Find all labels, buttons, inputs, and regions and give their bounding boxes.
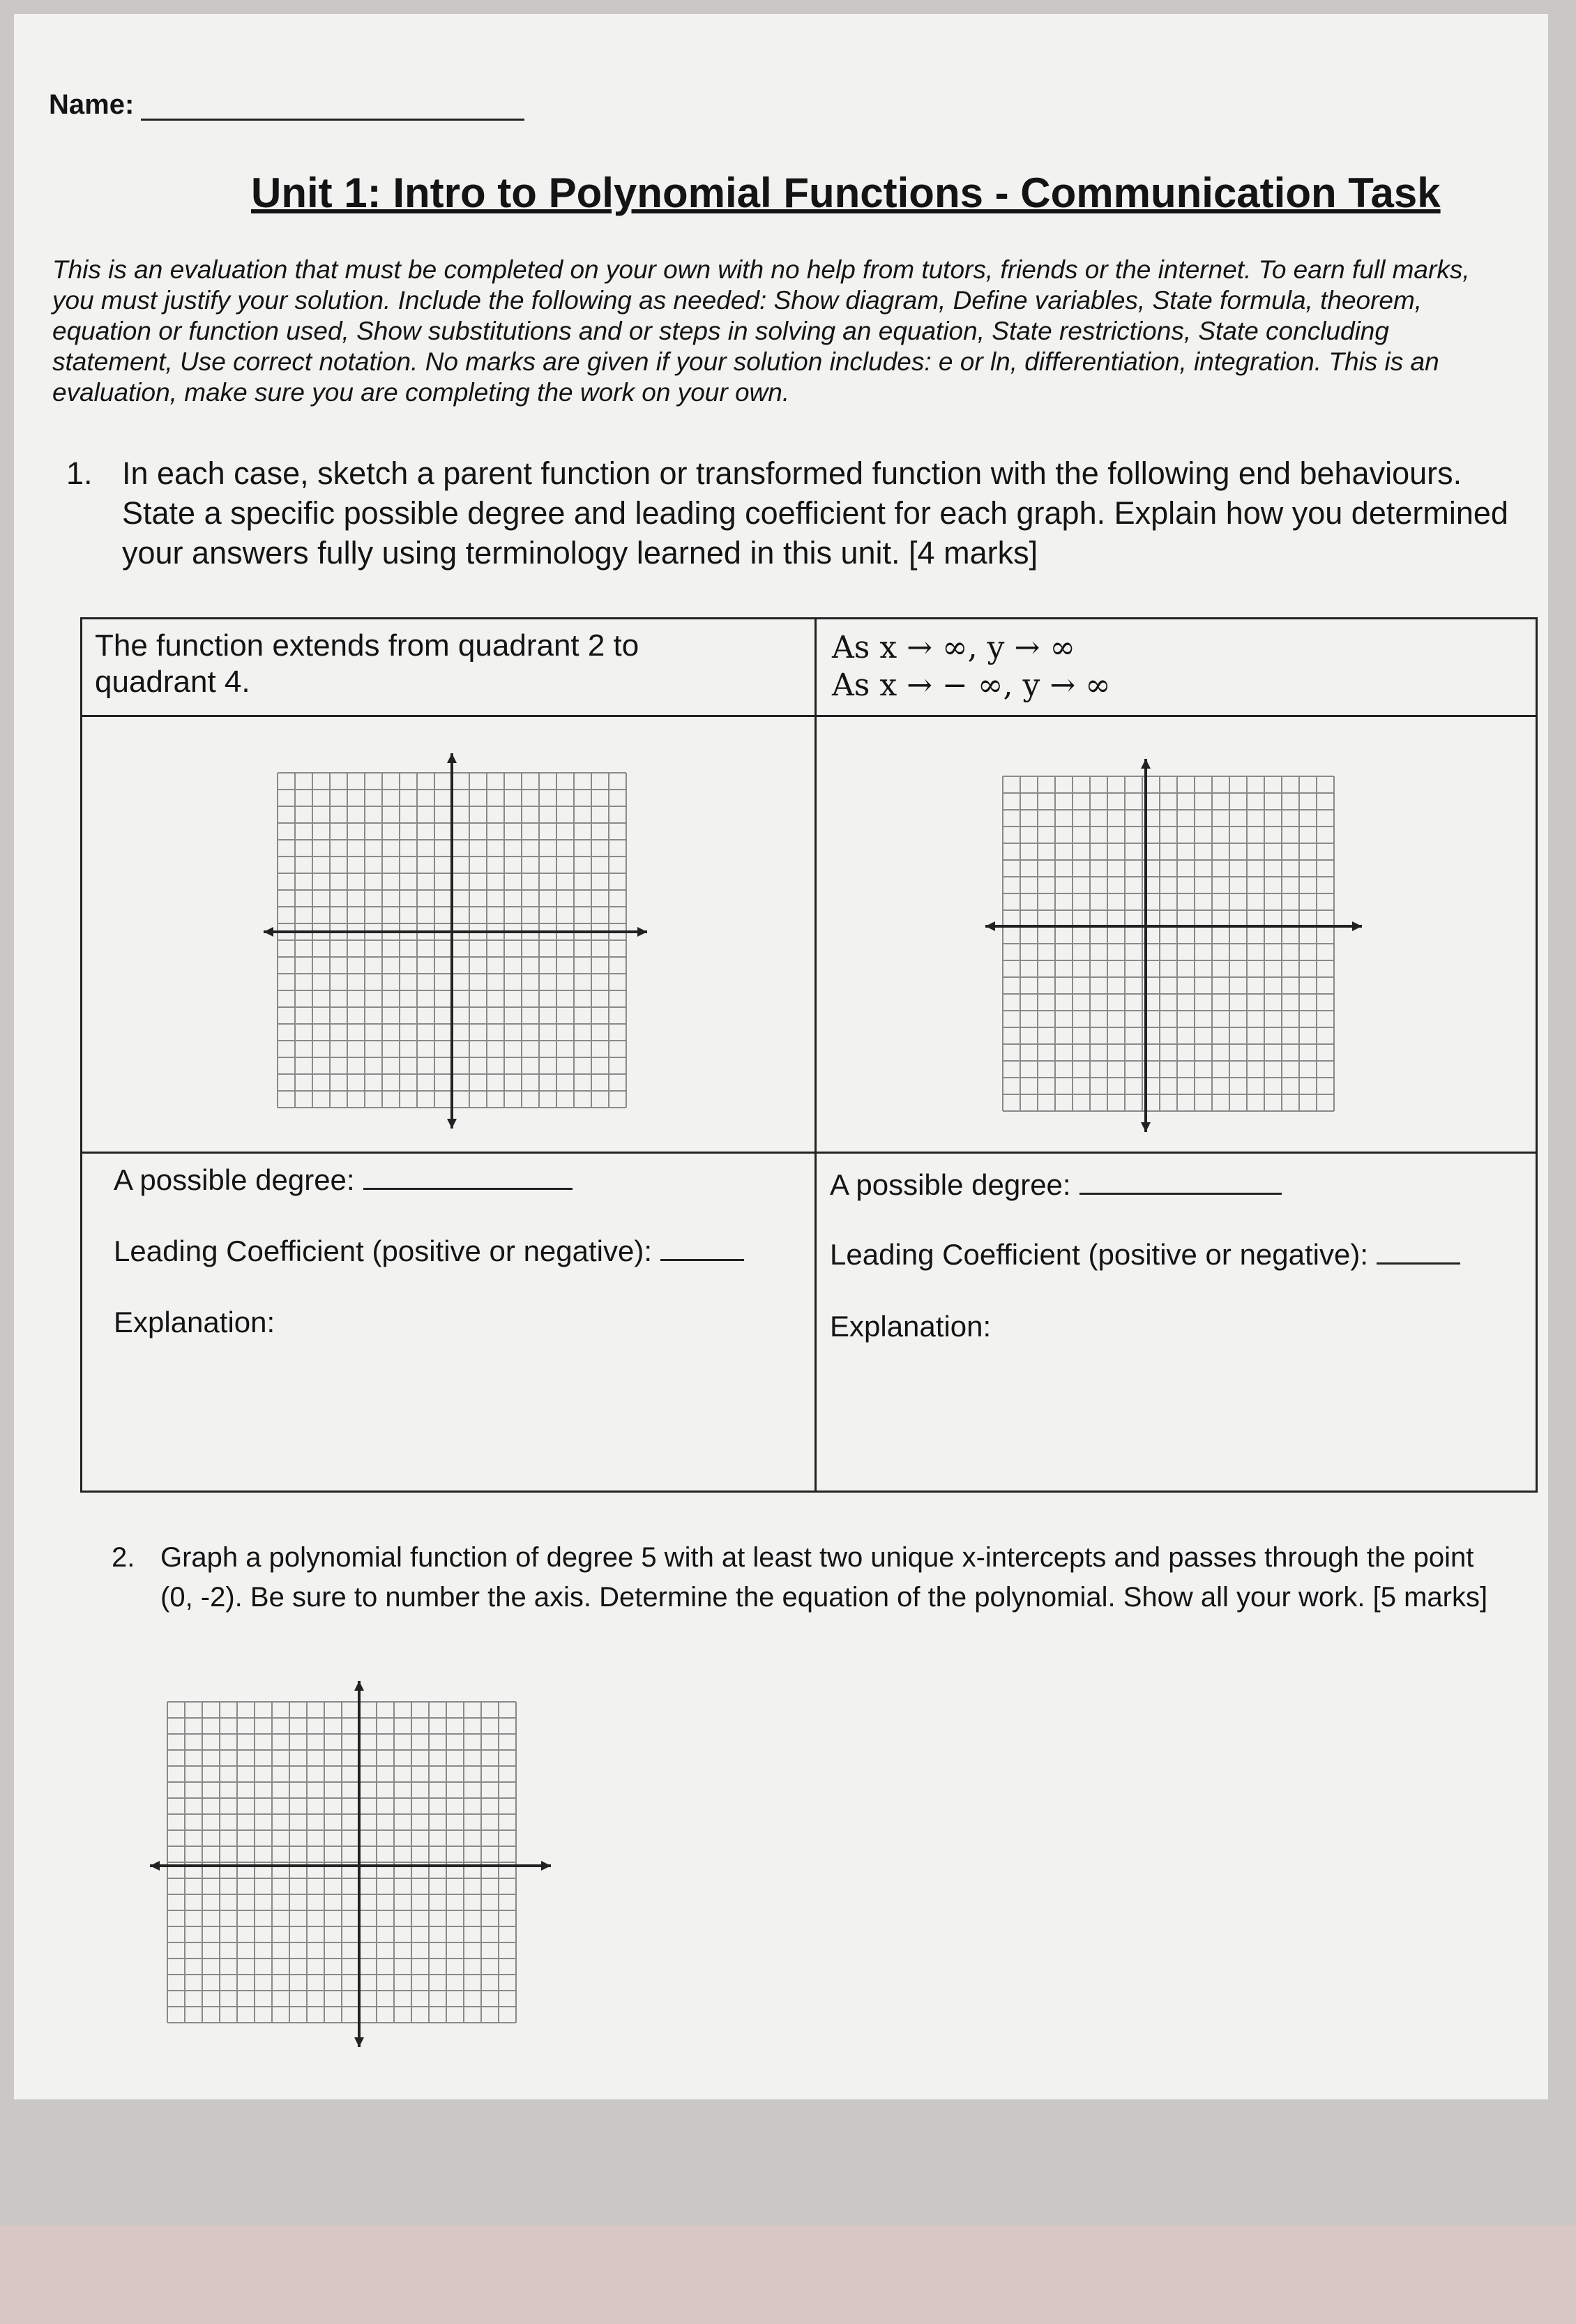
right-case-description	[832, 629, 1460, 704]
question-2-text: Graph a polynomial function of degree 5 with at least two unique x-intercepts and passes through the point (0, -2). Be sure to number the axis. Determine the equation of the polynomial. Show all your work. [5 marks]	[160, 1542, 1488, 1613]
name-field[interactable]	[49, 89, 524, 121]
left-sketch-grid[interactable]	[257, 745, 661, 1135]
page-title: Unit 1: Intro to Polynomial Functions - Communication Task	[251, 169, 1441, 216]
question-1-text: In each case, sketch a parent function or transformed function with the following end behaviours. State a specific possible degree and leading coefficient for each graph. Explain how you determined your answers fully using terminology learned in this unit. [4 marks]	[122, 455, 1508, 571]
axis-arrowheads	[985, 759, 1362, 1132]
left-degree-field[interactable]	[114, 1163, 573, 1197]
name-label: Name:	[49, 89, 135, 120]
left-case-description: The function extends from quadrant 2 to quadrant 4.	[95, 628, 639, 699]
right-degree-field[interactable]	[830, 1168, 1282, 1202]
right-degree-label: A possible degree:	[830, 1168, 1071, 1201]
table-divider-header	[82, 715, 1536, 717]
instructions-paragraph: This is an evaluation that must be completed on your own with no help from tutors, friends or the internet. To earn full marks, you must justify your solution. Include the following as needed: Show diagram, Define variables, State formula, theorem, equation or function used, Show substitutions and or steps in solving an equation, State restrictions, State concluding statement, Use correct notation. No marks are given if your solution includes: e or ln, differentiation, integration. This is an evaluation, make sure you are completing the work on your own.	[52, 255, 1470, 407]
axes	[985, 759, 1362, 1132]
table-divider-vertical	[814, 619, 817, 1491]
question-2-graph-grid[interactable]	[136, 1667, 568, 2058]
left-degree-label: A possible degree:	[114, 1163, 355, 1196]
right-coefficient-field[interactable]	[830, 1238, 1460, 1272]
question-1-table	[80, 617, 1538, 1493]
left-coefficient-field[interactable]	[114, 1235, 744, 1268]
end-behaviour-right: As x → ∞, y → ∞	[832, 630, 1075, 665]
right-degree-blank[interactable]	[1079, 1172, 1282, 1195]
question-1-number: 1.	[66, 455, 93, 491]
left-explanation-label: Explanation:	[114, 1306, 275, 1338]
right-coefficient-label: Leading Coefficient (positive or negative):	[830, 1238, 1369, 1271]
table-divider-answers	[82, 1152, 1536, 1154]
end-behaviour-left: As x → − ∞, y → ∞	[832, 667, 1111, 703]
axis-arrowheads	[150, 1681, 551, 2047]
left-coefficient-label: Leading Coefficient (positive or negative):	[114, 1235, 653, 1267]
question-1	[66, 453, 1531, 573]
right-explanation-label: Explanation:	[830, 1310, 992, 1343]
worksheet-page	[14, 14, 1548, 2099]
axes	[150, 1681, 551, 2047]
question-2	[112, 1538, 1506, 1617]
grid-lines	[167, 1702, 516, 2023]
right-coefficient-blank[interactable]	[1377, 1242, 1460, 1265]
monitor-bezel	[0, 2225, 1576, 2324]
right-sketch-grid[interactable]	[975, 752, 1379, 1142]
question-2-number: 2.	[112, 1542, 135, 1573]
left-degree-blank[interactable]	[363, 1167, 573, 1190]
left-coefficient-blank[interactable]	[660, 1238, 744, 1261]
grid-lines	[1003, 776, 1334, 1111]
name-blank-line[interactable]	[141, 93, 524, 121]
